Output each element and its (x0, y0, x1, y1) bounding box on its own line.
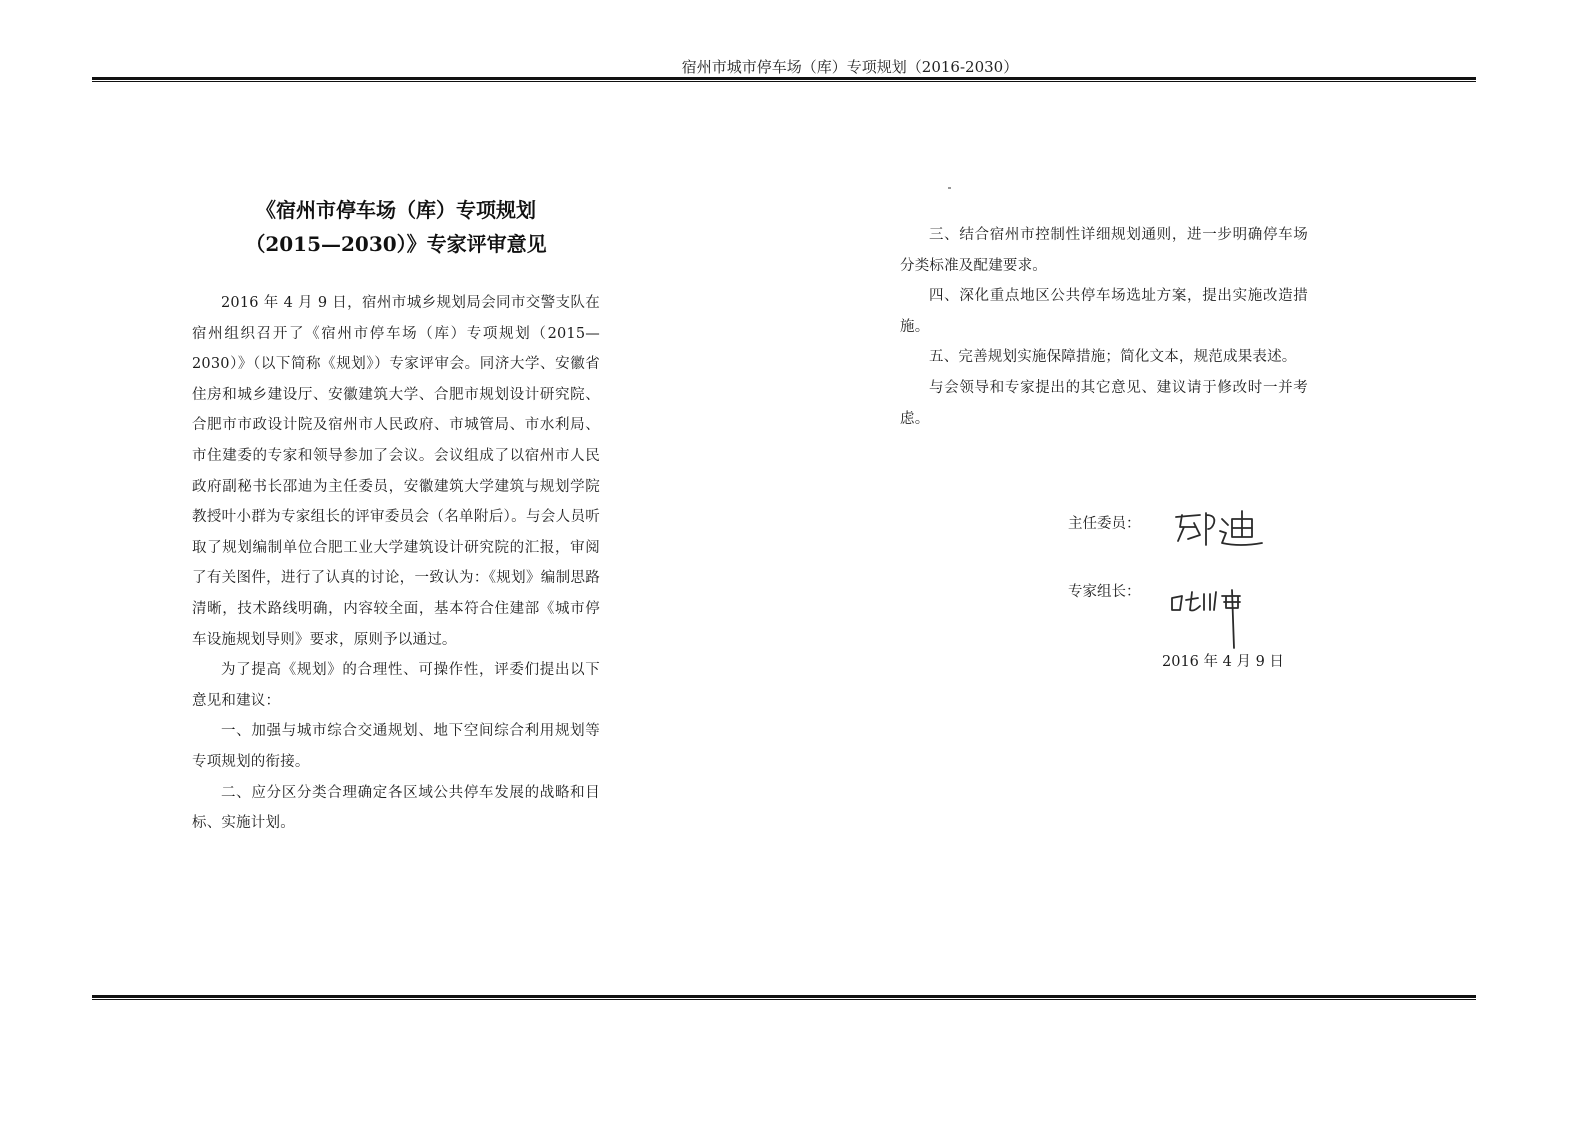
paragraph-suggestion-5: 五、完善规划实施保障措施；简化文本，规范成果表述。 (929, 349, 1297, 366)
footer-rule-thin (92, 999, 1476, 1000)
document-title (190, 193, 602, 261)
chair-label: 主任委员： (1068, 516, 1141, 532)
paragraph-meeting-summary: 2016 年 4 月 9 日，宿州市城乡规划局会同市交警支队在宿州组织召开了《宿州市停车场（库）专项规划（2015—2030）》（以下简称《规划》）专家评审会。同济大学、安徽省住房和城乡建设厅、安徽建筑大学、合肥市规划设计研究院、合肥市市政设计院及宿州市人民政府、市城管局、市水利局、市住建委的专家和领导参加了会议。会议组成了以宿州市人民政府副秘书长邵迪为主任委员，安徽建筑大学建筑与规划学院教授叶小群为专家组长的评审委员会（名单附后）。与会人员听取了规划编制单位合肥工业大学建筑设计研究院的汇报，审阅了有关图件，进行了认真的讨论，一致认为：《规划》编制思路清晰，技术路线明确，内容较全面，基本符合住建部《城市停车设施规划导则》要求，原则予以通过。 (192, 295, 600, 648)
paragraph-closing: 与会领导和专家提出的其它意见、建议请于修改时一并考虑。 (900, 379, 1308, 427)
document-date: 2016 年 4 月 9 日 (1162, 654, 1284, 670)
paragraph-suggestions-intro: 为了提高《规划》的合理性、可操作性，评委们提出以下意见和建议： (192, 662, 600, 709)
header-rule-thick (92, 77, 1476, 80)
expert-label: 专家组长： (1068, 584, 1141, 600)
header-rule-thin (92, 81, 1476, 82)
running-header: 宿州市城市停车场（库）专项规划（2016-2030） (681, 58, 1019, 76)
left-column (192, 288, 600, 839)
speck (948, 187, 951, 189)
chair-signature (1170, 505, 1265, 550)
footer-rule-thick (92, 995, 1476, 998)
title-line-2: （2015—2030）》专家评审意见 (245, 232, 547, 256)
paragraph-suggestion-4: 四、深化重点地区公共停车场选址方案，提出实施改造措施。 (900, 288, 1308, 335)
paragraph-suggestion-3: 三、结合宿州市控制性详细规划通则，进一步明确停车场分类标准及配建要求。 (900, 227, 1308, 274)
title-line-1: 《宿州市停车场（库）专项规划 (256, 198, 536, 222)
paragraph-suggestion-2: 二、应分区分类合理确定各区域公共停车发展的战略和目标、实施计划。 (192, 784, 600, 832)
expert-signature (1168, 588, 1248, 650)
paragraph-suggestion-1: 一、加强与城市综合交通规划、地下空间综合利用规划等专项规划的衔接。 (192, 723, 600, 770)
right-column (900, 220, 1308, 434)
